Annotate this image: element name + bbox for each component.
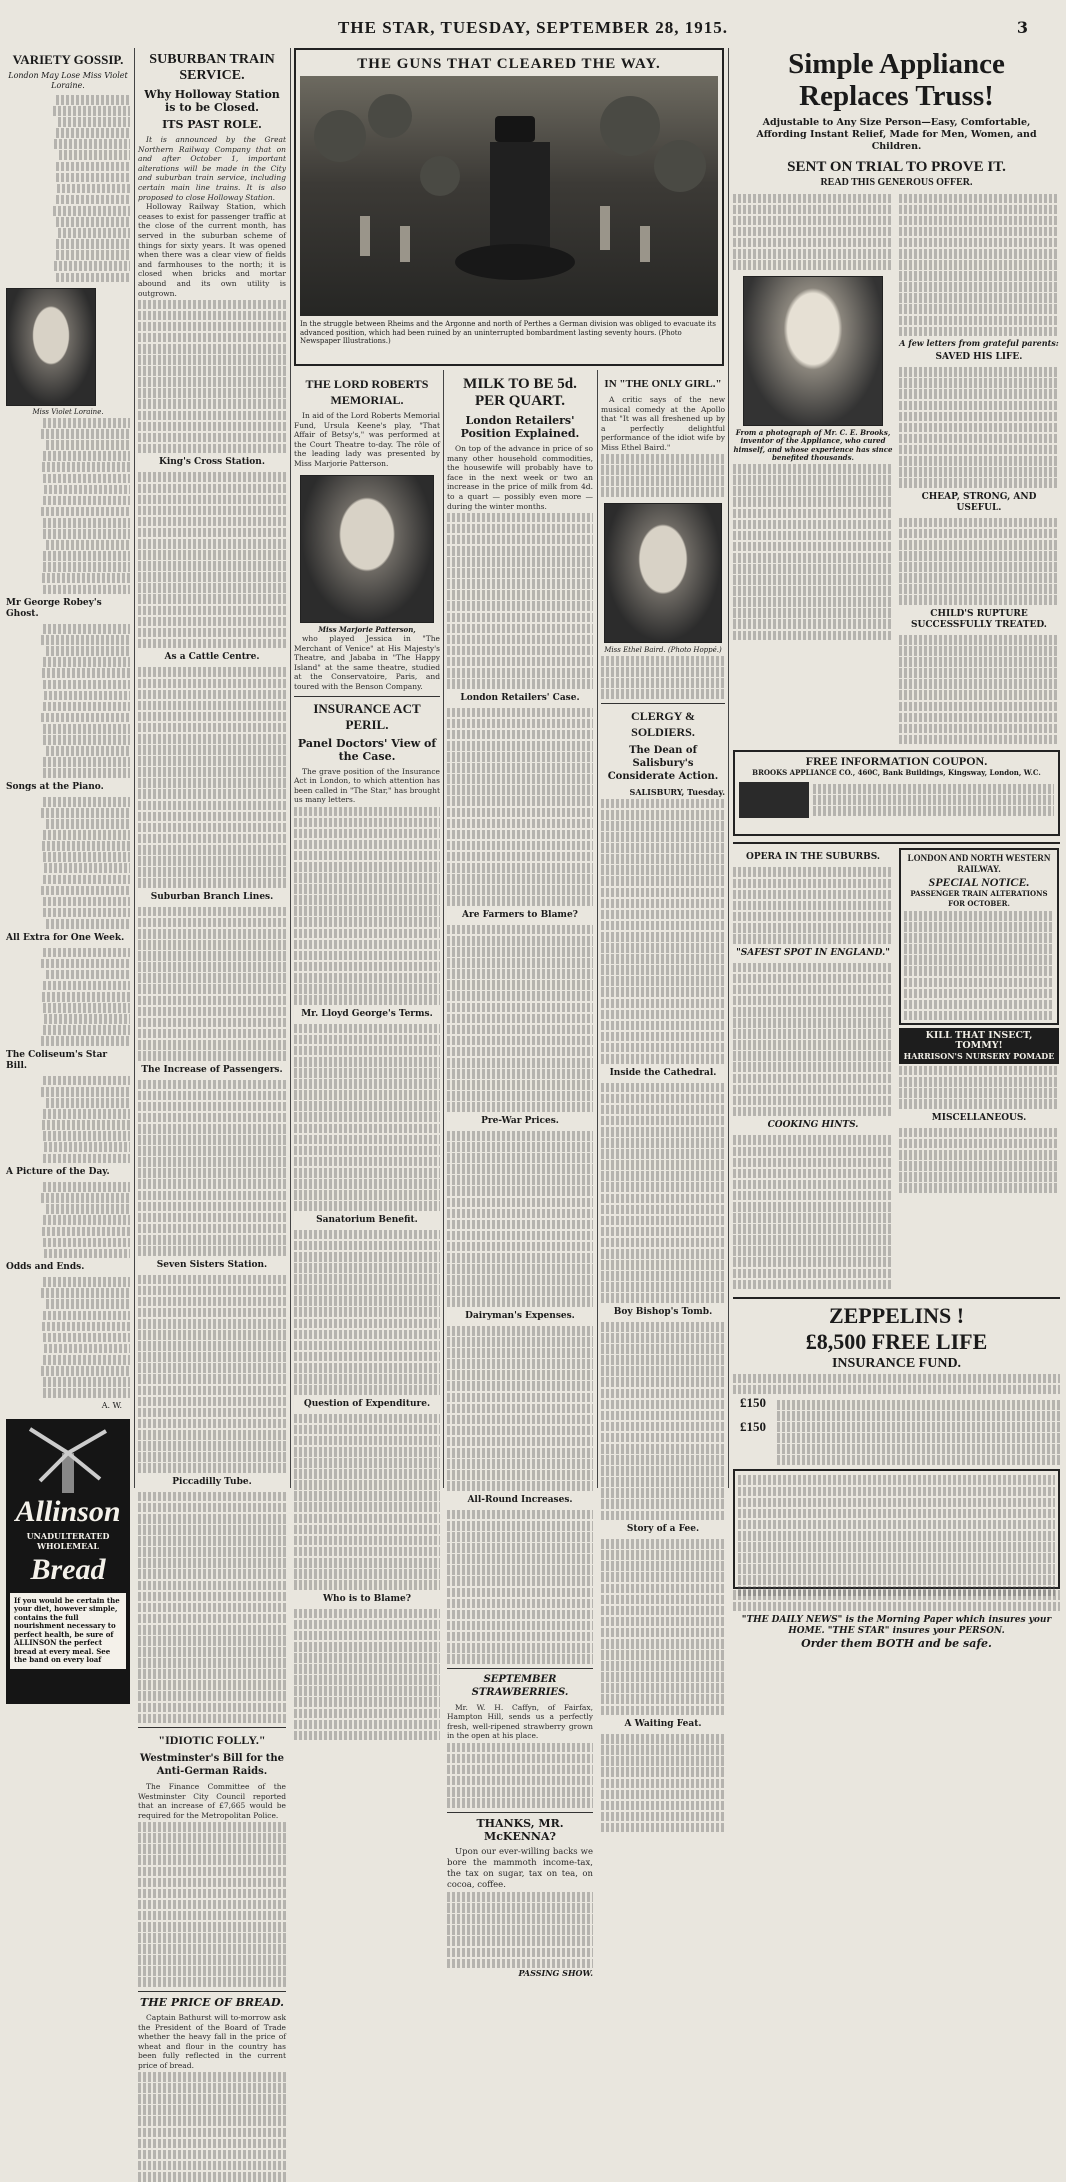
ad-title-1: Simple Appliance bbox=[788, 48, 1005, 80]
article-paragraph: On top of the advance in price of so many other household commodities, the housewife will probably have to face in the next week or two an increase in the price of milk from 4d. to a quart — possibly even more — during the winter months. bbox=[447, 444, 593, 511]
lnw-railway-ad bbox=[899, 848, 1059, 1289]
section-heading: Mr George Robey's Ghost. bbox=[6, 598, 102, 620]
ad-read: READ THIS GENEROUS OFFER. bbox=[820, 177, 973, 188]
safest-heading: "SAFEST SPOT IN ENGLAND." bbox=[736, 947, 890, 958]
variety-gossip-subheading: London May Lose Miss Violet Loraine. bbox=[8, 71, 128, 90]
poem-signature: PASSING SHOW. bbox=[518, 1968, 593, 1979]
insurance-heading: INSURANCE ACT PERIL. bbox=[313, 700, 421, 732]
section-heading: Piccadilly Tube. bbox=[172, 1476, 252, 1487]
fund-sub: INSURANCE FUND. bbox=[831, 1356, 962, 1372]
photo-inventor bbox=[743, 276, 883, 426]
article-paragraph: A critic says of the new musical comedy at the Apollo that "It was all freshened up by a perfectly delightful performance of the idiot wife by Miss Ethel Baird." bbox=[601, 395, 725, 452]
variety-gossip-heading: VARIETY GOSSIP. bbox=[12, 52, 124, 67]
ad-product: Bread bbox=[30, 1552, 106, 1586]
article-paragraph: The Finance Committee of the Westminster City Council reported that an increase of £7,665 would be required for the Metropolitan Police. bbox=[138, 1782, 286, 1821]
column-rule bbox=[728, 48, 729, 1488]
milk-heading: MILK TO BE 5d. PER QUART. bbox=[463, 376, 577, 409]
only-girl-heading: IN "THE ONLY GIRL." bbox=[604, 378, 722, 390]
portrait-caption: From a photograph of Mr. C. E. Brooks, inventor of the Appliance, who cured himself, and whose experience has since benefited thousands. bbox=[733, 427, 893, 463]
column-milk bbox=[447, 372, 593, 1979]
section-heading: Who is to Blame? bbox=[322, 1593, 412, 1604]
signature: A. W. bbox=[101, 1400, 122, 1410]
column-rule bbox=[443, 370, 444, 1488]
opera-article bbox=[733, 848, 893, 1289]
milk-sub: London Retailers' Position Explained. bbox=[460, 414, 580, 440]
idiotic-sub: Westminster's Bill for the Anti-German Raids. bbox=[139, 1753, 285, 1778]
section-heading: Mr. Lloyd George's Terms. bbox=[301, 1008, 433, 1019]
dateline: SALISBURY, Tuesday. bbox=[629, 786, 725, 797]
section-heading: Songs at the Piano. bbox=[6, 781, 104, 792]
section-heading: London Retailers' Case. bbox=[460, 692, 580, 703]
kill-sub: HARRISON'S NURSERY POMADE bbox=[903, 1051, 1055, 1062]
strawberries-heading: SEPTEMBER STRAWBERRIES. bbox=[471, 1673, 569, 1698]
article-paragraph: The grave position of the Insurance Act in London, to which attention has been called in "The Star," has brought us many letters. bbox=[294, 766, 440, 805]
clergy-heading: CLERGY & SOLDIERS. bbox=[631, 708, 695, 739]
masthead: THE STAR, TUESDAY, SEPTEMBER 28, 1915. bbox=[338, 18, 728, 37]
zeppelin-heading: ZEPPELINS ! bbox=[828, 1303, 965, 1329]
lnw-title: LONDON AND NORTH WESTERN RAILWAY. bbox=[907, 853, 1051, 875]
article-paragraph: Holloway Railway Station, which ceases to exist for passenger traffic at the close of the current month, has served in the suburban scheme of things for sixty years. It was opened when there was a clear view of fields and farmhouses to the north; it is closed when bricks and mortar abound and its own utility is outgrown. bbox=[138, 202, 286, 298]
thanks-heading: THANKS, MR. McKENNA? bbox=[476, 1816, 564, 1843]
bread-heading: THE PRICE OF BREAD. bbox=[140, 1996, 284, 2010]
banner-heading: THE GUNS THAT CLEARED THE WAY. bbox=[357, 56, 661, 72]
banner-caption: In the struggle between Rheims and the Argonne and north of Perthes a German division was obliged to evacuate its advanced position, which had been ruined by an uninterrupted bombardment lasting seventy hours. (Photo Newspaper Illustrations.) bbox=[300, 320, 716, 345]
ad-title-2: Replaces Truss! bbox=[799, 80, 994, 112]
fund-heading: £8,500 FREE LIFE bbox=[805, 1329, 988, 1355]
section-heading: King's Cross Station. bbox=[159, 457, 265, 468]
footer-line-2: Order them BOTH and be safe. bbox=[801, 1637, 992, 1651]
cooking-heading: COOKING HINTS. bbox=[767, 1120, 859, 1131]
column-rule bbox=[290, 48, 291, 1488]
suburban-train-heading: SUBURBAN TRAIN SERVICE. bbox=[149, 52, 275, 83]
truss-ad bbox=[733, 48, 1060, 836]
banner-guns bbox=[294, 48, 724, 366]
amount-2: £150 bbox=[740, 1419, 766, 1435]
testimonial-heading: SAVED HIS LIFE. bbox=[935, 352, 1023, 363]
allinson-bread-ad bbox=[6, 1419, 130, 1704]
column-advertisements bbox=[733, 48, 1060, 1651]
photo-violet-loraine bbox=[6, 288, 96, 406]
section-heading: Suburban Branch Lines. bbox=[150, 891, 274, 902]
suburban-train-sub2: ITS PAST ROLE. bbox=[162, 118, 262, 131]
section-heading: All-Round Increases. bbox=[467, 1494, 573, 1505]
section-heading: Sanatorium Benefit. bbox=[316, 1214, 418, 1225]
lnw-notice: SPECIAL NOTICE. bbox=[928, 875, 1030, 890]
idiotic-heading: "IDIOTIC FOLLY." bbox=[158, 1733, 266, 1748]
testimonial-head: A few letters from grateful parents: bbox=[899, 338, 1059, 349]
section-heading: Dairyman's Expenses. bbox=[465, 1310, 575, 1321]
article-intro: It is announced by the Great Northern Railway Company that on and after October 1, important alterations will be made in the City and suburban train service, including certain main line trains. It is also proposed to close Holloway Station. bbox=[138, 135, 286, 202]
photo-guns bbox=[300, 76, 718, 316]
column-rule bbox=[134, 48, 135, 1488]
ad-body: If you would be certain the your diet, however simple, contains the full nourishment necessary to perfect health, be sure of ALLINSON the perfect bread at every meal. See the band on every loaf bbox=[10, 1593, 126, 1669]
lord-roberts-heading: THE LORD ROBERTS MEMORIAL. bbox=[305, 377, 429, 407]
column-suburban-train bbox=[138, 48, 286, 2070]
amount-1: £150 bbox=[740, 1395, 766, 1411]
kill-insect-ad bbox=[899, 1028, 1059, 1064]
coupon-logo bbox=[739, 782, 809, 818]
ad-trial: SENT ON TRIAL TO PROVE IT. bbox=[787, 159, 1006, 175]
artillery-scene-image bbox=[300, 76, 718, 316]
section-heading: Are Farmers to Blame? bbox=[462, 909, 578, 920]
section-heading: Boy Bishop's Tomb. bbox=[613, 1306, 713, 1317]
photo-ethel-baird bbox=[604, 503, 722, 643]
section-heading: Pre-War Prices. bbox=[481, 1115, 559, 1126]
section-heading: A Waiting Feat. bbox=[624, 1719, 702, 1730]
footer-line-1: "THE DAILY NEWS" is the Morning Paper which insures your HOME. "THE STAR" insures your PERSON. bbox=[741, 1615, 1052, 1637]
clergy-sub: The Dean of Salisbury's Considerate Action. bbox=[607, 744, 719, 782]
column-only-girl bbox=[601, 372, 725, 1730]
section-heading: Story of a Fee. bbox=[626, 1524, 700, 1535]
column-variety-gossip bbox=[6, 48, 130, 1665]
testimonial-heading: CHILD'S RUPTURE SUCCESSFULLY TREATED. bbox=[911, 609, 1047, 630]
photo-caption: Miss Ethel Baird. (Photo Hoppé.) bbox=[604, 645, 722, 654]
coupon-address: BROOKS APPLIANCE CO., 460C, Bank Buildings, Kingsway, London, W.C. bbox=[752, 768, 1041, 778]
insurance-sub: Panel Doctors' View of the Case. bbox=[297, 736, 437, 763]
kill-heading: KILL THAT INSECT, TOMMY! bbox=[925, 1030, 1033, 1052]
ad-tag: UNADULTERATED WHOLEMEAL bbox=[26, 1530, 110, 1551]
poem-paragraph: Upon our ever-willing backs we bore the mammoth income-tax, the tax on sugar, tax on tea, on cocoa, coffee. bbox=[447, 1846, 593, 1890]
testimonial-heading: CHEAP, STRONG, AND USEFUL. bbox=[921, 491, 1037, 513]
article-paragraph: In aid of the Lord Roberts Memorial Fund, Ursula Keene's play, "That Affair of Betsy's," was performed at the Court Theatre to-day. The rôle of the leading lady was presented by Miss Marjorie Patterson. bbox=[294, 411, 440, 468]
ad-brand: Allinson bbox=[15, 1494, 121, 1528]
section-heading: All Extra for One Week. bbox=[6, 932, 125, 943]
section-heading: Question of Expenditure. bbox=[303, 1398, 431, 1409]
section-heading: Inside the Cathedral. bbox=[609, 1067, 717, 1078]
page-number: 3 bbox=[1016, 18, 1028, 37]
section-heading: The Coliseum's Star Bill. bbox=[6, 1049, 108, 1071]
article-paragraph: Captain Bathurst will to-morrow ask the President of the Board of Trade whether the heavy fall in the price of wheat and flour in the country has been fully reflected in the current price of bread. bbox=[138, 2013, 286, 2070]
opera-heading: OPERA IN THE SUBURBS. bbox=[745, 852, 881, 863]
column-rule bbox=[597, 370, 598, 1488]
column-lord-roberts bbox=[294, 372, 440, 1604]
lnw-sub: PASSENGER TRAIN ALTERATIONS FOR OCTOBER. bbox=[910, 889, 1048, 909]
section-heading: As a Cattle Centre. bbox=[164, 652, 260, 663]
ad-sub: Adjustable to Any Size Person—Easy, Comfortable, Affording Instant Relief, Made for Men, Women, and Children. bbox=[756, 117, 1037, 152]
article-paragraph: who played Jessica in "The Merchant of Venice" at His Majesty's Theatre, and Jababa in "The Happy Island" at the same theatre, studied at the Conservatoire, Paris, and toured with the Benson Company. bbox=[294, 634, 440, 692]
misc-heading: MISCELLANEOUS. bbox=[931, 1112, 1027, 1123]
coupon-title: FREE INFORMATION COUPON. bbox=[805, 754, 988, 769]
insurance-coupon[interactable] bbox=[733, 1469, 1060, 1589]
zeppelin-insurance-ad bbox=[733, 1297, 1060, 1649]
photo-marjorie-patterson bbox=[300, 475, 434, 623]
photo-caption: Miss Violet Loraine. bbox=[32, 408, 104, 417]
section-heading: The Increase of Passengers. bbox=[141, 1064, 283, 1075]
section-heading: Odds and Ends. bbox=[6, 1262, 85, 1273]
suburban-train-sub: Why Holloway Station is to be Closed. bbox=[144, 88, 280, 114]
section-heading: A Picture of the Day. bbox=[6, 1167, 110, 1178]
free-coupon[interactable] bbox=[733, 750, 1060, 836]
section-heading: Seven Sisters Station. bbox=[156, 1259, 268, 1270]
photo-caption: Miss Marjorie Patterson, bbox=[318, 624, 416, 634]
windmill-icon bbox=[10, 1425, 126, 1495]
article-paragraph: Mr. W. H. Caffyn, of Fairfax, Hampton Hill, sends us a perfectly fresh, well-ripened strawberry grown in the open at his place. bbox=[447, 1702, 593, 1741]
